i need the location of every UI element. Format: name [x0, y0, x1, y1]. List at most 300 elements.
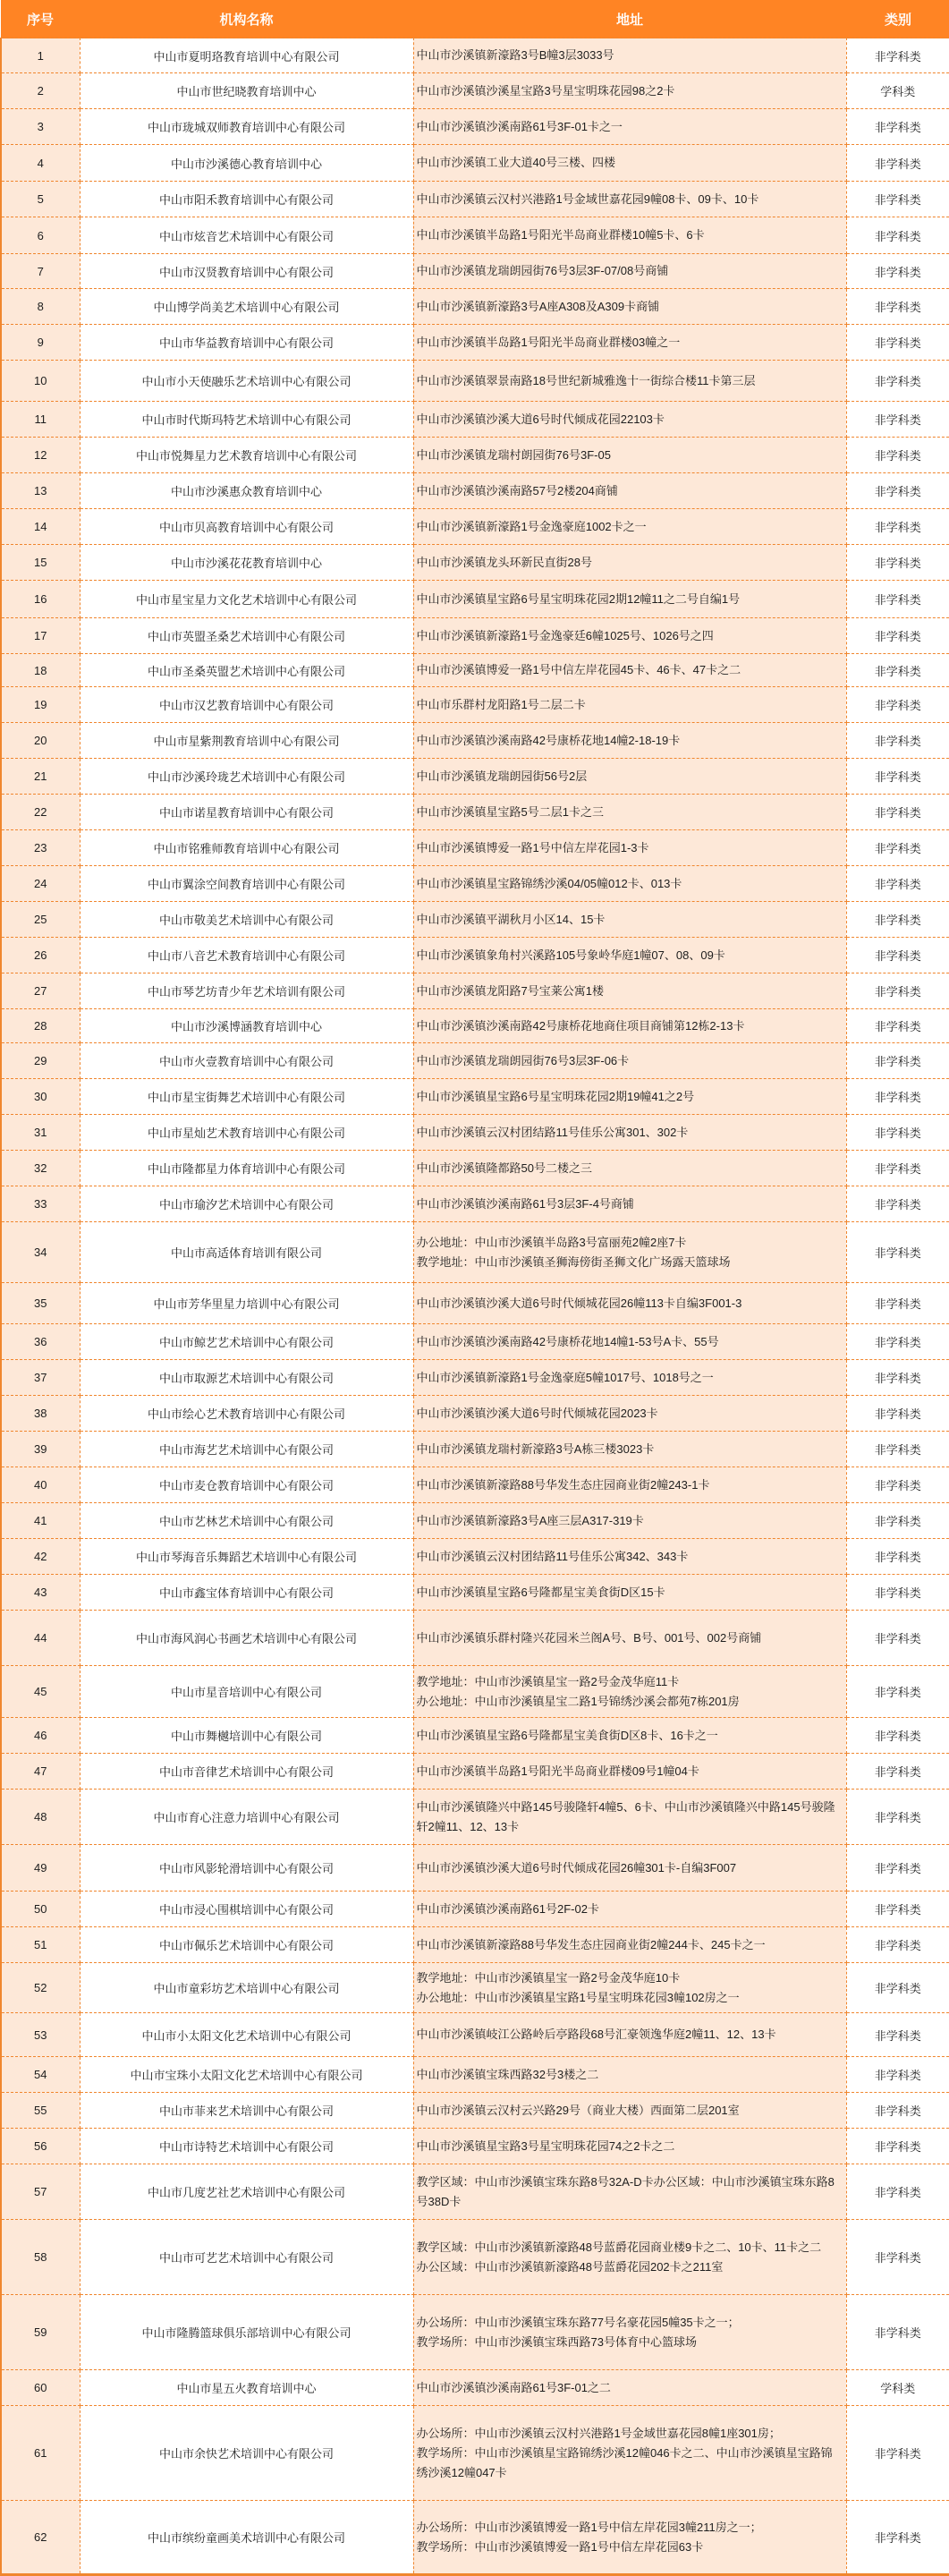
table-row	[1, 1539, 949, 1575]
institution-category: 非学科类	[846, 2220, 949, 2295]
institution-name: 中山市舞樾培训中心有限公司	[80, 1718, 413, 1754]
institution-address: 中山市沙溪镇星宝路6号星宝明珠花园2期12幢11之二号自编1号	[413, 581, 846, 618]
institution-name: 中山市诺星教育培训中心有限公司	[80, 795, 413, 830]
institution-address: 中山市沙溪镇新濠路88号华发生态庄园商业街2幢244卡、245卡之一	[413, 1927, 846, 1963]
row-seq: 6	[1, 217, 80, 254]
row-seq: 21	[1, 759, 80, 795]
table-row	[1, 2057, 949, 2093]
institution-name: 中山市鑫宝体育培训中心有限公司	[80, 1575, 413, 1611]
institution-category: 非学科类	[846, 1754, 949, 1790]
institution-category: 非学科类	[846, 109, 949, 145]
institution-name: 中山市艺林艺术培训中心有限公司	[80, 1503, 413, 1539]
institution-address: 中山市沙溪镇云汉村云兴路29号（商业大楼）西面第二层201室	[413, 2093, 846, 2129]
institution-name: 中山市海艺艺术培训中心有限公司	[80, 1432, 413, 1467]
row-seq: 19	[1, 687, 80, 723]
row-seq: 41	[1, 1503, 80, 1539]
institution-name: 中山市麦仓教育培训中心有限公司	[80, 1467, 413, 1503]
institution-category: 非学科类	[846, 2295, 949, 2370]
institution-address: 教学地址：中山市沙溪镇星宝一路2号金茂华庭10卡 办公地址：中山市沙溪镇星宝路1号星宝明珠花园3幢102房之一	[413, 1963, 846, 2013]
table-row	[1, 1079, 949, 1115]
institution-category: 非学科类	[846, 182, 949, 217]
institution-category: 非学科类	[846, 1009, 949, 1043]
institution-address: 办公场所：中山市沙溪镇宝珠东路77号名豪花园5幢35卡之一； 教学场所：中山市沙溪镇宝珠西路73号体育中心篮球场	[413, 2295, 846, 2370]
table-row	[1, 1575, 949, 1611]
institution-address: 中山市沙溪镇龙瑞村新濠路3号A栋三楼3023卡	[413, 1432, 846, 1467]
institution-category: 非学科类	[846, 145, 949, 182]
institution-address: 中山市沙溪镇龙头环新民直街28号	[413, 545, 846, 581]
row-seq: 12	[1, 438, 80, 473]
institution-category: 非学科类	[846, 509, 949, 545]
table-row	[1, 438, 949, 473]
institution-name: 中山市芳华里星力培训中心有限公司	[80, 1283, 413, 1324]
institution-name: 中山市星宝星力文化艺术培训中心有限公司	[80, 581, 413, 618]
row-seq: 42	[1, 1539, 80, 1575]
table-row	[1, 1754, 949, 1790]
institution-name: 中山市童彩坊艺术培训中心有限公司	[80, 1963, 413, 2013]
institution-category: 非学科类	[846, 1718, 949, 1754]
institution-category: 非学科类	[846, 1503, 949, 1539]
institution-name: 中山市小太阳文化艺术培训中心有限公司	[80, 2013, 413, 2057]
table-row	[1, 866, 949, 902]
row-seq: 17	[1, 618, 80, 654]
institution-category: 非学科类	[846, 1283, 949, 1324]
institution-address: 中山市沙溪镇新濠路3号A座三层A317-319卡	[413, 1503, 846, 1539]
institution-address: 中山市沙溪镇沙溪南路61号3层3F-4号商铺	[413, 1186, 846, 1222]
institution-category: 非学科类	[846, 2406, 949, 2501]
table-row	[1, 654, 949, 687]
row-seq: 48	[1, 1790, 80, 1845]
institution-name: 中山市小天使融乐艺术培训中心有限公司	[80, 361, 413, 402]
table-row	[1, 973, 949, 1009]
table-row	[1, 2370, 949, 2406]
institution-category: 非学科类	[846, 2057, 949, 2093]
institution-name: 中山市贝高教育培训中心有限公司	[80, 509, 413, 545]
institution-category: 非学科类	[846, 1845, 949, 1892]
row-seq: 51	[1, 1927, 80, 1963]
institution-category: 学科类	[846, 73, 949, 109]
row-seq: 43	[1, 1575, 80, 1611]
institution-name: 中山市沙溪花花教育培训中心	[80, 545, 413, 581]
row-seq: 36	[1, 1324, 80, 1360]
row-seq: 31	[1, 1115, 80, 1151]
row-seq: 27	[1, 973, 80, 1009]
institution-address: 中山市沙溪镇新濠路88号华发生态庄园商业街2幢243-1卡	[413, 1467, 846, 1503]
institution-category: 非学科类	[846, 1963, 949, 2013]
institution-address: 中山市沙溪镇半岛路1号阳光半岛商业群楼10幢5卡、6卡	[413, 217, 846, 254]
institution-name: 中山市琴艺坊青少年艺术培训有限公司	[80, 973, 413, 1009]
row-seq: 9	[1, 325, 80, 361]
institution-category: 非学科类	[846, 217, 949, 254]
institution-address: 中山市沙溪镇沙溪大道6号时代倾成花园26幢301卡-自编3F007	[413, 1845, 846, 1892]
institution-address: 中山市沙溪镇工业大道40号三楼、四楼	[413, 145, 846, 182]
institution-address: 中山市沙溪镇沙溪南路61号3F-01之二	[413, 2370, 846, 2406]
institution-name: 中山市星灿艺术教育培训中心有限公司	[80, 1115, 413, 1151]
institution-category: 非学科类	[846, 938, 949, 973]
institution-name: 中山市沙溪德心教育培训中心	[80, 145, 413, 182]
row-seq: 8	[1, 289, 80, 325]
institution-name: 中山市珑城双师教育培训中心有限公司	[80, 109, 413, 145]
table-row	[1, 1151, 949, 1186]
row-seq: 33	[1, 1186, 80, 1222]
table-row	[1, 217, 949, 254]
institution-category: 非学科类	[846, 1079, 949, 1115]
institution-name: 中山市星音培训中心有限公司	[80, 1666, 413, 1718]
institution-name: 中山市星五火教育培训中心	[80, 2370, 413, 2406]
row-seq: 47	[1, 1754, 80, 1790]
institution-name: 中山市世纪晓教育培训中心	[80, 73, 413, 109]
institution-category: 非学科类	[846, 1222, 949, 1283]
table-row	[1, 902, 949, 938]
institution-address: 中山市沙溪镇沙溪星宝路3号星宝明珠花园98之2卡	[413, 73, 846, 109]
institution-name: 中山市星紫荆教育培训中心有限公司	[80, 723, 413, 759]
table-row	[1, 38, 949, 73]
institution-category: 非学科类	[846, 325, 949, 361]
table-row	[1, 759, 949, 795]
row-seq: 15	[1, 545, 80, 581]
table-row	[1, 1503, 949, 1539]
row-seq: 30	[1, 1079, 80, 1115]
institution-address: 中山市沙溪镇沙溪南路61号2F-02卡	[413, 1892, 846, 1927]
row-seq: 44	[1, 1611, 80, 1666]
table-row	[1, 938, 949, 973]
table-row	[1, 2129, 949, 2164]
institution-name: 中山市悦舞星力艺术教育培训中心有限公司	[80, 438, 413, 473]
institution-address: 中山市沙溪镇龙瑞朗园街56号2层	[413, 759, 846, 795]
institution-name: 中山市风影轮滑培训中心有限公司	[80, 1845, 413, 1892]
table-row	[1, 687, 949, 723]
institution-name: 中山市沙溪玲珑艺术培训中心有限公司	[80, 759, 413, 795]
table-row	[1, 2501, 949, 2575]
table-row	[1, 73, 949, 109]
institution-address: 中山市沙溪镇沙溪南路57号2楼204商铺	[413, 473, 846, 509]
institution-address: 中山市沙溪镇新濠路1号金逸豪庭5幢1017号、1018号之一	[413, 1360, 846, 1396]
institution-name: 中山市翼涂空间教育培训中心有限公司	[80, 866, 413, 902]
table-row	[1, 1963, 949, 2013]
row-seq: 23	[1, 830, 80, 866]
institution-category: 非学科类	[846, 1360, 949, 1396]
table-row	[1, 795, 949, 830]
institution-name: 中山市圣桑英盟艺术培训中心有限公司	[80, 654, 413, 687]
institution-address: 中山市沙溪镇沙溪南路61号3F-01卡之一	[413, 109, 846, 145]
institution-category: 非学科类	[846, 1115, 949, 1151]
institution-address: 中山市沙溪镇半岛路1号阳光半岛商业群楼09号1幢04卡	[413, 1754, 846, 1790]
row-seq: 34	[1, 1222, 80, 1283]
institution-address: 教学区域：中山市沙溪镇宝珠东路8号32A-D卡办公区域：中山市沙溪镇宝珠东路8号38D卡	[413, 2164, 846, 2220]
institution-name: 中山市缤纷童画美术培训中心有限公司	[80, 2501, 413, 2575]
table-row	[1, 618, 949, 654]
institution-address: 中山市沙溪镇龙瑞村朗园街76号3F-05	[413, 438, 846, 473]
institution-address: 中山市沙溪镇宝珠西路32号3楼之二	[413, 2057, 846, 2093]
institution-category: 非学科类	[846, 1892, 949, 1927]
row-seq: 20	[1, 723, 80, 759]
row-seq: 2	[1, 73, 80, 109]
institution-address: 中山市沙溪镇博爱一路1号中信左岸花园1-3卡	[413, 830, 846, 866]
table-row	[1, 2220, 949, 2295]
table-row	[1, 1892, 949, 1927]
row-seq: 37	[1, 1360, 80, 1396]
row-seq: 1	[1, 38, 80, 73]
table-header	[1, 0, 949, 38]
table-body	[1, 38, 949, 2575]
institution-name: 中山市英盟圣桑艺术培训中心有限公司	[80, 618, 413, 654]
institution-name: 中山市育心注意力培训中心有限公司	[80, 1790, 413, 1845]
institution-address: 办公场所：中山市沙溪镇云汉村兴港路1号金域世嘉花园8幢1座301房； 教学场所：中山市沙溪镇星宝路锦绣沙溪12幢046卡之二、中山市沙溪镇星宝路锦绣沙溪12幢047卡	[413, 2406, 846, 2501]
table-row	[1, 1396, 949, 1432]
institution-address: 中山市沙溪镇沙溪大道6号时代倾城花园2023卡	[413, 1396, 846, 1432]
table-row	[1, 1845, 949, 1892]
institution-category: 非学科类	[846, 2093, 949, 2129]
row-seq: 61	[1, 2406, 80, 2501]
institution-address: 中山市沙溪镇岐江公路岭后亭路段68号汇豪领逸华庭2幢11、12、13卡	[413, 2013, 846, 2057]
table-row	[1, 1283, 949, 1324]
row-seq: 50	[1, 1892, 80, 1927]
institution-name: 中山市时代斯玛特艺术培训中心有限公司	[80, 402, 413, 438]
institution-name: 中山市取源艺术培训中心有限公司	[80, 1360, 413, 1396]
institution-name: 中山市几度艺社艺术培训中心有限公司	[80, 2164, 413, 2220]
table-row	[1, 361, 949, 402]
institution-category: 非学科类	[846, 1790, 949, 1845]
table-row	[1, 1360, 949, 1396]
institution-address: 中山市沙溪镇新濠路1号金逸豪廷6幢1025号、1026号之四	[413, 618, 846, 654]
institution-name: 中山市沙溪惠众教育培训中心	[80, 473, 413, 509]
institution-name: 中山市宝珠小太阳文化艺术培训中心有限公司	[80, 2057, 413, 2093]
institution-name: 中山市佩乐艺术培训中心有限公司	[80, 1927, 413, 1963]
institution-address: 办公地址：中山市沙溪镇半岛路3号富丽苑2幢2座7卡 教学地址：中山市沙溪镇圣狮海傍街圣狮文化广场露天篮球场	[413, 1222, 846, 1283]
table-row	[1, 1611, 949, 1666]
row-seq: 62	[1, 2501, 80, 2575]
institution-address: 中山市沙溪镇龙瑞朗园街76号3层3F-06卡	[413, 1043, 846, 1079]
row-seq: 45	[1, 1666, 80, 1718]
institution-address: 中山市沙溪镇翠景南路18号世纪新城雅逸十一街综合楼11卡第三层	[413, 361, 846, 402]
institution-category: 非学科类	[846, 866, 949, 902]
institution-name: 中山市沙溪博涵教育培训中心	[80, 1009, 413, 1043]
institution-name: 中山市汉艺教育培训中心有限公司	[80, 687, 413, 723]
institution-address: 教学区域：中山市沙溪镇新濠路48号蓝爵花园商业楼9卡之二、10卡、11卡之二 办公区域：中山市沙溪镇新濠路48号蓝爵花园202卡之211室	[413, 2220, 846, 2295]
institution-address: 中山市沙溪镇龙阳路7号宝莱公寓1楼	[413, 973, 846, 1009]
institution-category: 非学科类	[846, 438, 949, 473]
institution-address: 中山市沙溪镇龙瑞朗园街76号3层3F-07/08号商铺	[413, 254, 846, 289]
institution-category: 非学科类	[846, 361, 949, 402]
row-seq: 56	[1, 2129, 80, 2164]
institution-address: 中山市沙溪镇隆兴中路145号骏隆轩4幢5、6卡、中山市沙溪镇隆兴中路145号骏隆轩2幢11、12、13卡	[413, 1790, 846, 1845]
institution-address: 中山市沙溪镇星宝路6号隆都星宝美食街D区15卡	[413, 1575, 846, 1611]
institution-category: 非学科类	[846, 581, 949, 618]
row-seq: 28	[1, 1009, 80, 1043]
table-row	[1, 1186, 949, 1222]
institution-name: 中山市隆都星力体育培训中心有限公司	[80, 1151, 413, 1186]
institution-address: 中山市沙溪镇云汉村团结路11号佳乐公寓342、343卡	[413, 1539, 846, 1575]
institution-address: 中山市沙溪镇沙溪大道6号时代倾成花园22103卡	[413, 402, 846, 438]
row-seq: 53	[1, 2013, 80, 2057]
institution-address: 教学地址：中山市沙溪镇星宝一路2号金茂华庭11卡 办公地址：中山市沙溪镇星宝二路1号锦绣沙溪会都苑7栋201房	[413, 1666, 846, 1718]
table-row	[1, 402, 949, 438]
institution-name: 中山市汉贤教育培训中心有限公司	[80, 254, 413, 289]
row-seq: 14	[1, 509, 80, 545]
row-seq: 49	[1, 1845, 80, 1892]
institution-category: 非学科类	[846, 1186, 949, 1222]
institution-address: 中山市沙溪镇云汉村兴港路1号金域世嘉花园9幢08卡、09卡、10卡	[413, 182, 846, 217]
table-row	[1, 1467, 949, 1503]
table-row	[1, 830, 949, 866]
table-row	[1, 109, 949, 145]
institution-name: 中山市星宝街舞艺术培训中心有限公司	[80, 1079, 413, 1115]
institution-address: 中山市沙溪镇隆都路50号二楼之三	[413, 1151, 846, 1186]
row-seq: 3	[1, 109, 80, 145]
institution-address: 中山市沙溪镇新濠路3号A座A308及A309卡商铺	[413, 289, 846, 325]
table-row	[1, 581, 949, 618]
institution-address: 中山市沙溪镇云汉村团结路11号佳乐公寓301、302卡	[413, 1115, 846, 1151]
row-seq: 32	[1, 1151, 80, 1186]
table-row	[1, 545, 949, 581]
institution-name: 中山市敬美艺术培训中心有限公司	[80, 902, 413, 938]
table-row	[1, 1666, 949, 1718]
institution-name: 中山市菲来艺术培训中心有限公司	[80, 2093, 413, 2129]
row-seq: 16	[1, 581, 80, 618]
institution-category: 非学科类	[846, 2501, 949, 2575]
institution-category: 非学科类	[846, 1151, 949, 1186]
row-seq: 38	[1, 1396, 80, 1432]
institution-name: 中山市音律艺术培训中心有限公司	[80, 1754, 413, 1790]
row-seq: 11	[1, 402, 80, 438]
row-seq: 39	[1, 1432, 80, 1467]
table-row	[1, 723, 949, 759]
column-header-seq: 序号	[1, 0, 80, 38]
institution-category: 非学科类	[846, 1432, 949, 1467]
institution-address: 中山市沙溪镇新濠路3号B幢3层3033号	[413, 38, 846, 73]
table-row	[1, 289, 949, 325]
institution-name: 中山博学尚美艺术培训中心有限公司	[80, 289, 413, 325]
table-row	[1, 182, 949, 217]
row-seq: 59	[1, 2295, 80, 2370]
institution-address: 中山市沙溪镇博爱一路1号中信左岸花园45卡、46卡、47卡之二	[413, 654, 846, 687]
row-seq: 26	[1, 938, 80, 973]
institution-category: 非学科类	[846, 830, 949, 866]
table-row	[1, 473, 949, 509]
row-seq: 24	[1, 866, 80, 902]
institution-name: 中山市阳禾教育培训中心有限公司	[80, 182, 413, 217]
table-row	[1, 1432, 949, 1467]
institution-name: 中山市八音艺术教育培训中心有限公司	[80, 938, 413, 973]
column-header-address: 地址	[413, 0, 846, 38]
institution-address: 中山市沙溪镇沙溪南路42号康桥花地14幢2-18-19卡	[413, 723, 846, 759]
table-row	[1, 2295, 949, 2370]
row-seq: 40	[1, 1467, 80, 1503]
institution-category: 非学科类	[846, 289, 949, 325]
institution-category: 非学科类	[846, 545, 949, 581]
table-row	[1, 1324, 949, 1360]
institution-category: 非学科类	[846, 759, 949, 795]
institution-name: 中山市铭雅师教育培训中心有限公司	[80, 830, 413, 866]
institution-category: 非学科类	[846, 2013, 949, 2057]
institution-category: 学科类	[846, 2370, 949, 2406]
institution-category: 非学科类	[846, 1324, 949, 1360]
institution-name: 中山市鲸艺艺术培训中心有限公司	[80, 1324, 413, 1360]
institution-name: 中山市火壹教育培训中心有限公司	[80, 1043, 413, 1079]
institution-address: 中山市沙溪镇星宝路锦绣沙溪04/05幢012卡、013卡	[413, 866, 846, 902]
institution-category: 非学科类	[846, 973, 949, 1009]
table-row	[1, 509, 949, 545]
institution-category: 非学科类	[846, 473, 949, 509]
row-seq: 46	[1, 1718, 80, 1754]
institution-name: 中山市海风润心书画艺术培训中心有限公司	[80, 1611, 413, 1666]
institution-category: 非学科类	[846, 687, 949, 723]
table-row	[1, 1927, 949, 1963]
institution-name: 中山市隆腾篮球俱乐部培训中心有限公司	[80, 2295, 413, 2370]
institution-category: 非学科类	[846, 1575, 949, 1611]
institution-name: 中山市浸心围棋培训中心有限公司	[80, 1892, 413, 1927]
institution-category: 非学科类	[846, 1927, 949, 1963]
institution-category: 非学科类	[846, 618, 949, 654]
table-row	[1, 2093, 949, 2129]
row-seq: 25	[1, 902, 80, 938]
institution-name: 中山市夏明珞教育培训中心有限公司	[80, 38, 413, 73]
institution-name: 中山市华益教育培训中心有限公司	[80, 325, 413, 361]
column-header-category: 类别	[846, 0, 949, 38]
row-seq: 58	[1, 2220, 80, 2295]
institution-name: 中山市高适体育培训有限公司	[80, 1222, 413, 1283]
institution-address: 中山市沙溪镇星宝路6号隆都星宝美食街D区8卡、16卡之一	[413, 1718, 846, 1754]
table-row	[1, 145, 949, 182]
row-seq: 52	[1, 1963, 80, 2013]
institution-address: 办公场所：中山市沙溪镇博爱一路1号中信左岸花园3幢211房之一； 教学场所：中山市沙溪镇博爱一路1号中信左岸花园63卡	[413, 2501, 846, 2575]
institution-name: 中山市炫音艺术培训中心有限公司	[80, 217, 413, 254]
row-seq: 10	[1, 361, 80, 402]
institution-category: 非学科类	[846, 2164, 949, 2220]
row-seq: 54	[1, 2057, 80, 2093]
column-header-name: 机构名称	[80, 0, 413, 38]
table-row	[1, 1009, 949, 1043]
row-seq: 57	[1, 2164, 80, 2220]
table-row	[1, 2164, 949, 2220]
row-seq: 55	[1, 2093, 80, 2129]
institution-category: 非学科类	[846, 902, 949, 938]
row-seq: 35	[1, 1283, 80, 1324]
institution-category: 非学科类	[846, 38, 949, 73]
table-row	[1, 1718, 949, 1754]
institution-name: 中山市诗特艺术培训中心有限公司	[80, 2129, 413, 2164]
table-row	[1, 254, 949, 289]
institution-address: 中山市沙溪镇平湖秋月小区14、15卡	[413, 902, 846, 938]
institution-category: 非学科类	[846, 1666, 949, 1718]
row-seq: 60	[1, 2370, 80, 2406]
institution-category: 非学科类	[846, 1539, 949, 1575]
institution-name: 中山市余快艺术培训中心有限公司	[80, 2406, 413, 2501]
institution-address: 中山市沙溪镇星宝路5号二层1卡之三	[413, 795, 846, 830]
institution-name: 中山市绘心艺术教育培训中心有限公司	[80, 1396, 413, 1432]
row-seq: 13	[1, 473, 80, 509]
institution-address: 中山市沙溪镇新濠路1号金逸豪庭1002卡之一	[413, 509, 846, 545]
table-row	[1, 2406, 949, 2501]
institution-address: 中山市沙溪镇沙溪大道6号时代倾城花园26幢113卡自编3F001-3	[413, 1283, 846, 1324]
institution-name: 中山市瑜汐艺术培训中心有限公司	[80, 1186, 413, 1222]
institution-category: 非学科类	[846, 1611, 949, 1666]
institution-category: 非学科类	[846, 795, 949, 830]
institution-address: 中山市沙溪镇沙溪南路42号康桥花地商住项目商铺第12栋2-13卡	[413, 1009, 846, 1043]
row-seq: 22	[1, 795, 80, 830]
row-seq: 5	[1, 182, 80, 217]
row-seq: 29	[1, 1043, 80, 1079]
institution-category: 非学科类	[846, 254, 949, 289]
table-row	[1, 1043, 949, 1079]
institution-category: 非学科类	[846, 654, 949, 687]
row-seq: 18	[1, 654, 80, 687]
institution-name: 中山市琴海音乐舞蹈艺术培训中心有限公司	[80, 1539, 413, 1575]
table-row	[1, 325, 949, 361]
table-row	[1, 2013, 949, 2057]
row-seq: 7	[1, 254, 80, 289]
table-row	[1, 1222, 949, 1283]
institution-category: 非学科类	[846, 402, 949, 438]
